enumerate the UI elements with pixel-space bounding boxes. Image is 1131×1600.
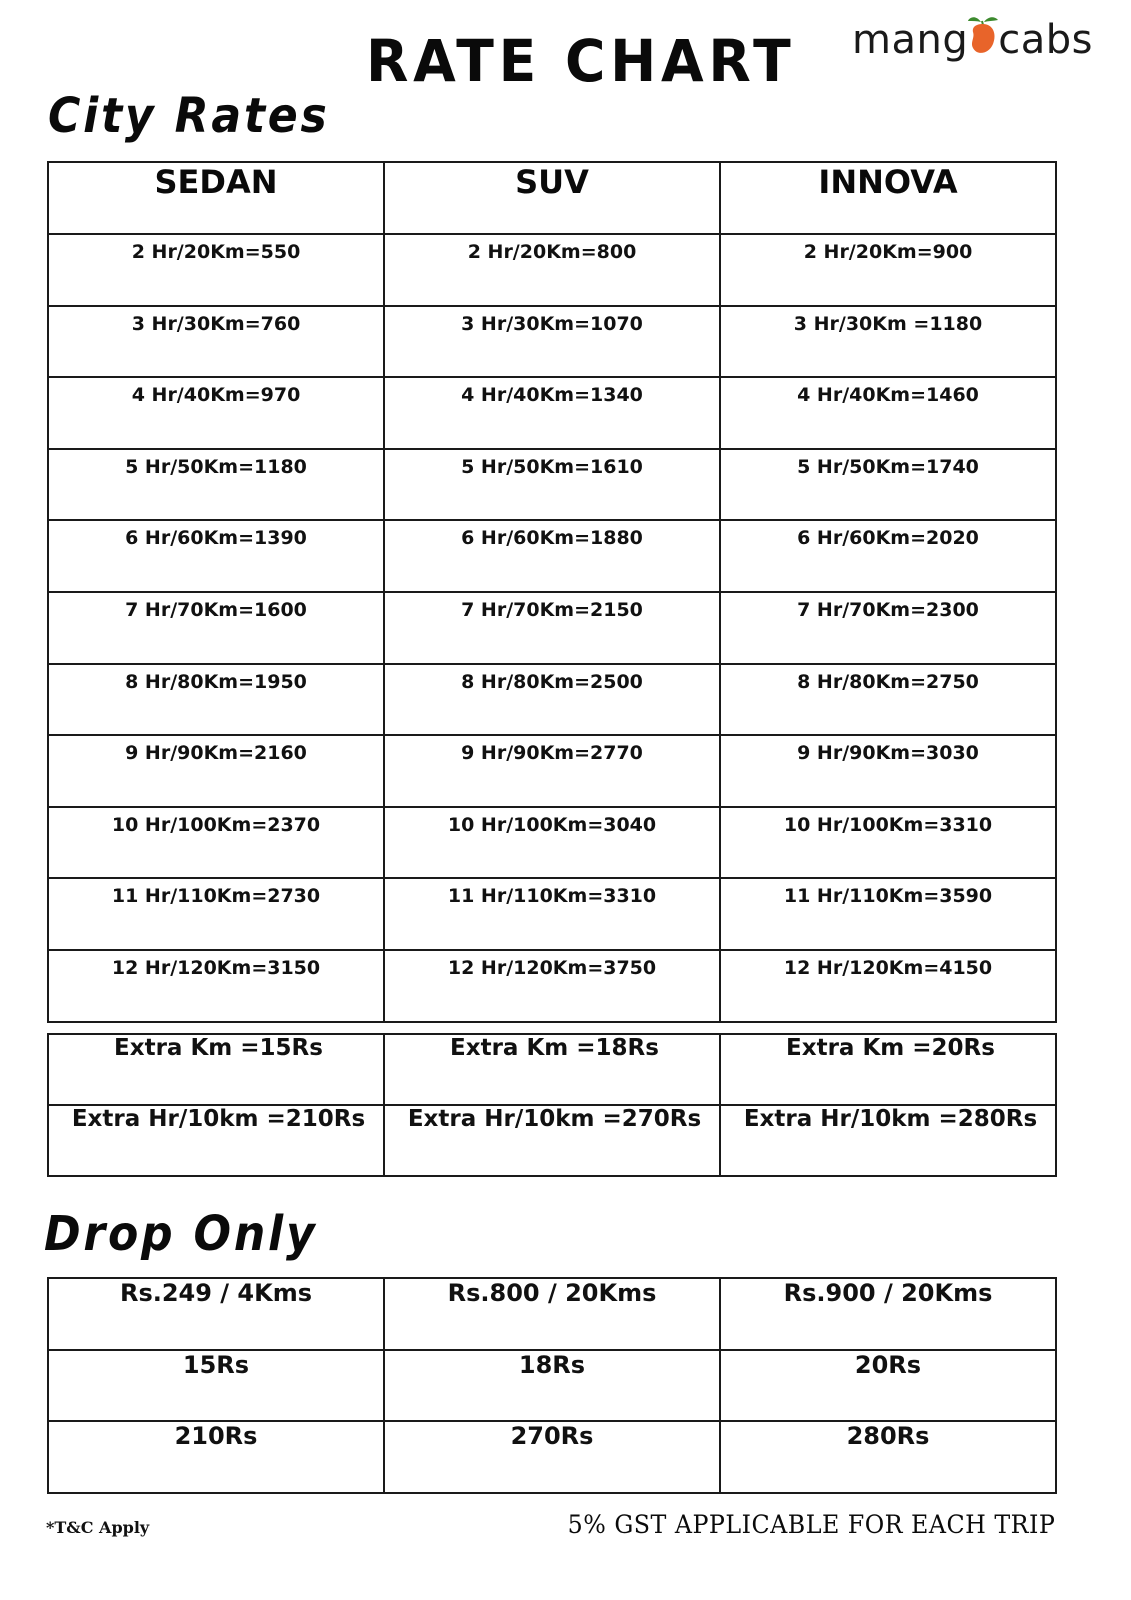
column-header-sedan: SEDAN [48, 162, 384, 234]
rate-cell: 8 Hr/80Km=2750 [720, 664, 1056, 736]
drop-fare-cell: Rs.800 / 20Kms [384, 1278, 720, 1350]
rate-cell: 2 Hr/20Km=800 [384, 234, 720, 306]
rate-cell: 8 Hr/80Km=1950 [48, 664, 384, 736]
drop-extra-hr-cell: 210Rs [48, 1421, 384, 1493]
table-row [48, 1421, 1056, 1493]
rate-cell: 5 Hr/50Km=1740 [720, 449, 1056, 521]
rate-cell: 12 Hr/120Km=3150 [48, 950, 384, 1022]
rate-cell: 4 Hr/40Km=970 [48, 377, 384, 449]
drop-only-table [47, 1277, 1057, 1494]
drop-fare-cell: Rs.900 / 20Kms [720, 1278, 1056, 1350]
city-rates-table [47, 161, 1057, 1023]
rate-cell: 11 Hr/110Km=3310 [384, 878, 720, 950]
table-header-row [48, 162, 1056, 234]
logo-text-right: cabs [998, 17, 1093, 63]
extra-km-cell: Extra Km =18Rs [384, 1034, 720, 1105]
extra-charges-table [47, 1033, 1057, 1177]
extra-km-cell: Extra Km =15Rs [48, 1034, 384, 1105]
rate-cell: 9 Hr/90Km=3030 [720, 735, 1056, 807]
drop-extra-km-cell: 18Rs [384, 1350, 720, 1422]
extra-hr-cell: Extra Hr/10km =280Rs [720, 1105, 1056, 1176]
rate-cell: 9 Hr/90Km=2770 [384, 735, 720, 807]
terms-note: *T&C Apply [46, 1518, 150, 1537]
section-title-city-rates: City Rates [48, 88, 330, 144]
table-row [48, 878, 1056, 950]
rate-cell: 7 Hr/70Km=2300 [720, 592, 1056, 664]
mango-icon [969, 18, 997, 62]
section-title-drop-only: Drop Only [44, 1206, 318, 1262]
brand-logo [852, 10, 1112, 70]
rate-cell: 8 Hr/80Km=2500 [384, 664, 720, 736]
rate-cell: 4 Hr/40Km=1460 [720, 377, 1056, 449]
rate-cell: 6 Hr/60Km=1880 [384, 520, 720, 592]
rate-cell: 10 Hr/100Km=2370 [48, 807, 384, 879]
column-header-innova: INNOVA [720, 162, 1056, 234]
rate-cell: 3 Hr/30Km=1070 [384, 306, 720, 378]
extra-hr-cell: Extra Hr/10km =210Rs [48, 1105, 384, 1176]
rate-cell: 3 Hr/30Km =1180 [720, 306, 1056, 378]
rate-cell: 4 Hr/40Km=1340 [384, 377, 720, 449]
rate-cell: 11 Hr/110Km=3590 [720, 878, 1056, 950]
page-title: RATE CHART [366, 27, 796, 95]
rate-cell: 6 Hr/60Km=1390 [48, 520, 384, 592]
rate-cell: 2 Hr/20Km=550 [48, 234, 384, 306]
column-header-suv: SUV [384, 162, 720, 234]
extra-hr-cell: Extra Hr/10km =270Rs [384, 1105, 720, 1176]
table-row [48, 735, 1056, 807]
table-row [48, 664, 1056, 736]
drop-extra-km-cell: 15Rs [48, 1350, 384, 1422]
rate-cell: 2 Hr/20Km=900 [720, 234, 1056, 306]
table-row [48, 449, 1056, 521]
rate-cell: 12 Hr/120Km=4150 [720, 950, 1056, 1022]
rate-cell: 12 Hr/120Km=3750 [384, 950, 720, 1022]
rate-cell: 7 Hr/70Km=2150 [384, 592, 720, 664]
table-row [48, 592, 1056, 664]
rate-cell: 7 Hr/70Km=1600 [48, 592, 384, 664]
table-row [48, 1350, 1056, 1422]
table-row [48, 1278, 1056, 1350]
rate-cell: 10 Hr/100Km=3310 [720, 807, 1056, 879]
rate-cell: 6 Hr/60Km=2020 [720, 520, 1056, 592]
drop-extra-hr-cell: 280Rs [720, 1421, 1056, 1493]
gst-note: 5% GST APPLICABLE FOR EACH TRIP [567, 1510, 1055, 1539]
logo-text-left: mang [852, 17, 969, 63]
table-row [48, 377, 1056, 449]
table-row [48, 520, 1056, 592]
extra-km-cell: Extra Km =20Rs [720, 1034, 1056, 1105]
drop-extra-hr-cell: 270Rs [384, 1421, 720, 1493]
drop-extra-km-cell: 20Rs [720, 1350, 1056, 1422]
rate-cell: 5 Hr/50Km=1610 [384, 449, 720, 521]
rate-cell: 11 Hr/110Km=2730 [48, 878, 384, 950]
table-row [48, 234, 1056, 306]
table-row-extra-km [48, 1034, 1056, 1105]
table-row [48, 306, 1056, 378]
table-row [48, 807, 1056, 879]
table-row-extra-hr [48, 1105, 1056, 1176]
rate-cell: 5 Hr/50Km=1180 [48, 449, 384, 521]
rate-cell: 3 Hr/30Km=760 [48, 306, 384, 378]
rate-cell: 9 Hr/90Km=2160 [48, 735, 384, 807]
drop-fare-cell: Rs.249 / 4Kms [48, 1278, 384, 1350]
table-row [48, 950, 1056, 1022]
rate-cell: 10 Hr/100Km=3040 [384, 807, 720, 879]
